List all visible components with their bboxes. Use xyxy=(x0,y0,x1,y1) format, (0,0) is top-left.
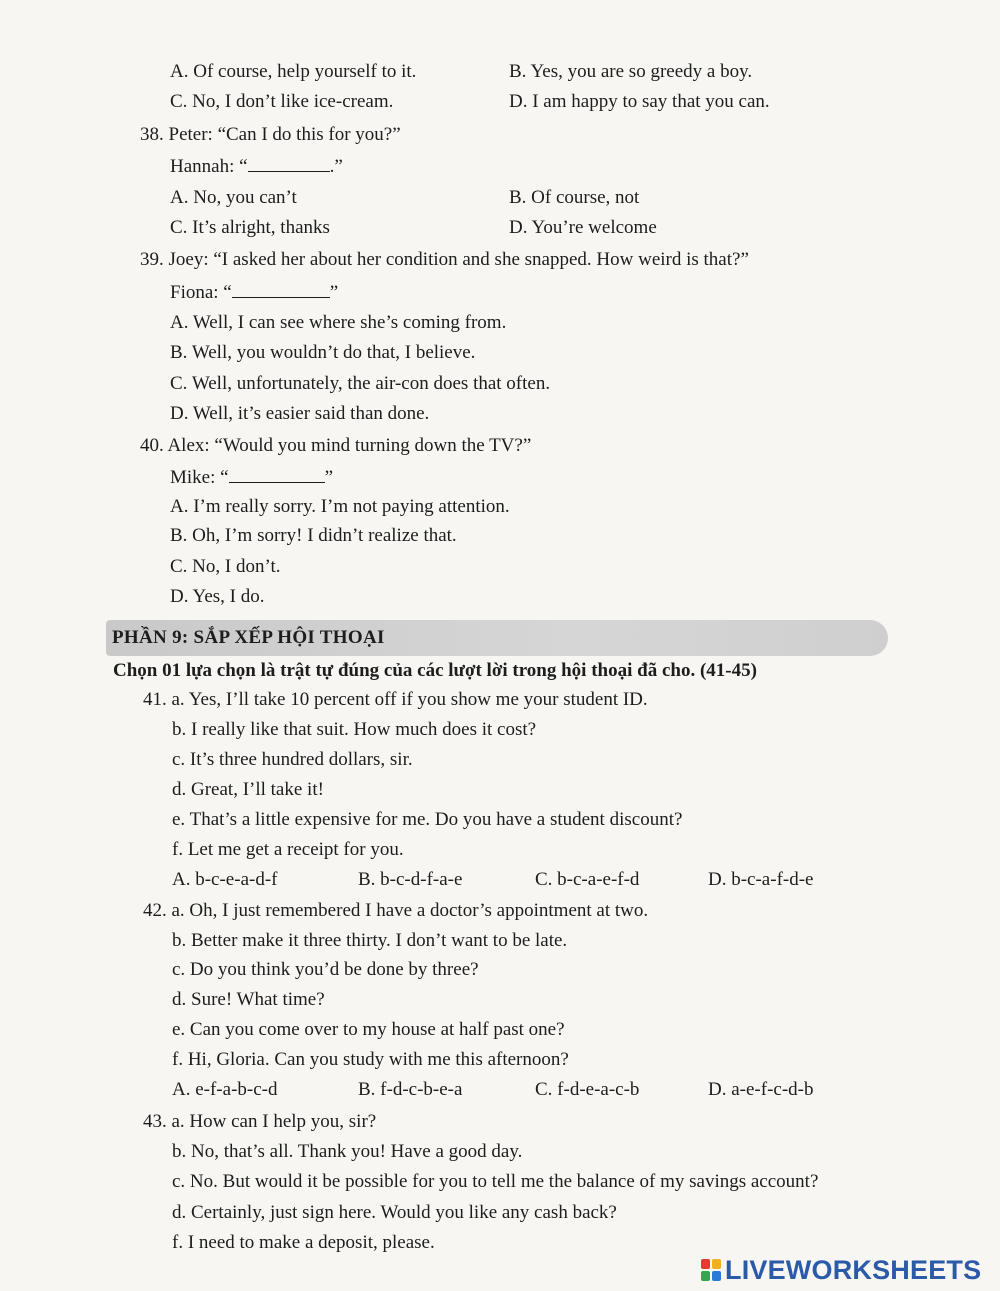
q39-reply-end: ” xyxy=(329,282,339,303)
q37-option-d[interactable]: D. I am happy to say that you can. xyxy=(509,91,770,112)
q37-option-a[interactable]: A. Of course, help yourself to it. xyxy=(170,61,417,82)
q38-reply xyxy=(170,154,343,178)
q40-reply xyxy=(170,465,333,489)
q40-stem: 40. Alex: “Would you mind turning down the TV?” xyxy=(140,435,532,456)
liveworksheets-wordmark: LIVEWORKSHEETS xyxy=(725,1254,982,1285)
q38-reply-end: .” xyxy=(329,156,343,177)
q42-line-e: e. Can you come over to my house at half past one? xyxy=(172,1019,565,1040)
q43-line-d: d. Certainly, just sign here. Would you like any cash back? xyxy=(172,1202,617,1223)
q42-option-d[interactable]: D. a-e-f-c-d-b xyxy=(708,1079,814,1100)
q37-option-c[interactable]: C. No, I don’t like ice-cream. xyxy=(170,91,394,112)
q38-reply-speaker: Hannah: “ xyxy=(170,156,248,177)
section-instruction: Chọn 01 lựa chọn là trật tự đúng của các lượt lời trong hội thoại đã cho. (41-45) xyxy=(113,660,757,681)
q40-reply-speaker: Mike: “ xyxy=(170,467,229,488)
q39-stem: 39. Joey: “I asked her about her condition and she snapped. How weird is that?” xyxy=(140,249,749,270)
q43-line-c: c. No. But would it be possible for you to tell me the balance of my savings account? xyxy=(172,1171,819,1192)
q38-option-b[interactable]: B. Of course, not xyxy=(509,187,640,208)
q43-line-a: 43. a. How can I help you, sir? xyxy=(143,1111,377,1132)
q42-line-b: b. Better make it three thirty. I don’t want to be late. xyxy=(172,930,568,951)
q38-stem: 38. Peter: “Can I do this for you?” xyxy=(140,124,401,145)
q41-option-d[interactable]: D. b-c-a-f-d-e xyxy=(708,869,814,890)
q41-option-a[interactable]: A. b-c-e-a-d-f xyxy=(172,869,278,890)
liveworksheets-watermark xyxy=(701,1255,981,1285)
q42-line-a: 42. a. Oh, I just remembered I have a doctor’s appointment at two. xyxy=(143,900,649,921)
q41-option-b[interactable]: B. b-c-d-f-a-e xyxy=(358,869,463,890)
q38-answer-blank[interactable] xyxy=(248,154,330,172)
q40-option-b[interactable]: B. Oh, I’m sorry! I didn’t realize that. xyxy=(170,525,457,546)
q42-line-d: d. Sure! What time? xyxy=(172,989,325,1010)
q41-line-c: c. It’s three hundred dollars, sir. xyxy=(172,749,413,770)
q41-line-d: d. Great, I’ll take it! xyxy=(172,779,324,800)
q39-option-c[interactable]: C. Well, unfortunately, the air-con does that often. xyxy=(170,373,551,394)
q39-answer-blank[interactable] xyxy=(232,280,330,298)
q40-reply-end: ” xyxy=(324,467,334,488)
q37-option-b[interactable]: B. Yes, you are so greedy a boy. xyxy=(509,61,753,82)
q42-option-a[interactable]: A. e-f-a-b-c-d xyxy=(172,1079,278,1100)
q39-reply xyxy=(170,280,338,304)
q43-line-f: f. I need to make a deposit, please. xyxy=(172,1232,435,1253)
q39-reply-speaker: Fiona: “ xyxy=(170,282,232,303)
q41-option-c[interactable]: C. b-c-a-e-f-d xyxy=(535,869,640,890)
q40-option-a[interactable]: A. I’m really sorry. I’m not paying attention. xyxy=(170,496,510,517)
q42-line-c: c. Do you think you’d be done by three? xyxy=(172,959,479,980)
bleed-through-decoration xyxy=(440,66,444,86)
q41-line-a: 41. a. Yes, I’ll take 10 percent off if you show me your student ID. xyxy=(143,689,648,710)
q38-option-d[interactable]: D. You’re welcome xyxy=(509,217,657,238)
q41-line-e: e. That’s a little expensive for me. Do you have a student discount? xyxy=(172,809,683,830)
q40-answer-blank[interactable] xyxy=(229,465,325,483)
q41-line-b: b. I really like that suit. How much does it cost? xyxy=(172,719,537,740)
q39-option-b[interactable]: B. Well, you wouldn’t do that, I believe. xyxy=(170,342,476,363)
q42-option-b[interactable]: B. f-d-c-b-e-a xyxy=(358,1079,463,1100)
q38-option-a[interactable]: A. No, you can’t xyxy=(170,187,297,208)
q40-option-c[interactable]: C. No, I don’t. xyxy=(170,556,281,577)
q39-option-d[interactable]: D. Well, it’s easier said than done. xyxy=(170,403,430,424)
q40-option-d[interactable]: D. Yes, I do. xyxy=(170,586,265,607)
q39-option-a[interactable]: A. Well, I can see where she’s coming from. xyxy=(170,312,507,333)
section-title: PHẦN 9: SẮP XẾP HỘI THOẠI xyxy=(112,627,385,648)
q43-line-b: b. No, that’s all. Thank you! Have a good day. xyxy=(172,1141,523,1162)
q41-line-f: f. Let me get a receipt for you. xyxy=(172,839,404,860)
liveworksheets-logo-icon xyxy=(701,1259,721,1281)
q38-option-c[interactable]: C. It’s alright, thanks xyxy=(170,217,330,238)
q42-line-f: f. Hi, Gloria. Can you study with me this afternoon? xyxy=(172,1049,569,1070)
q42-option-c[interactable]: C. f-d-e-a-c-b xyxy=(535,1079,640,1100)
